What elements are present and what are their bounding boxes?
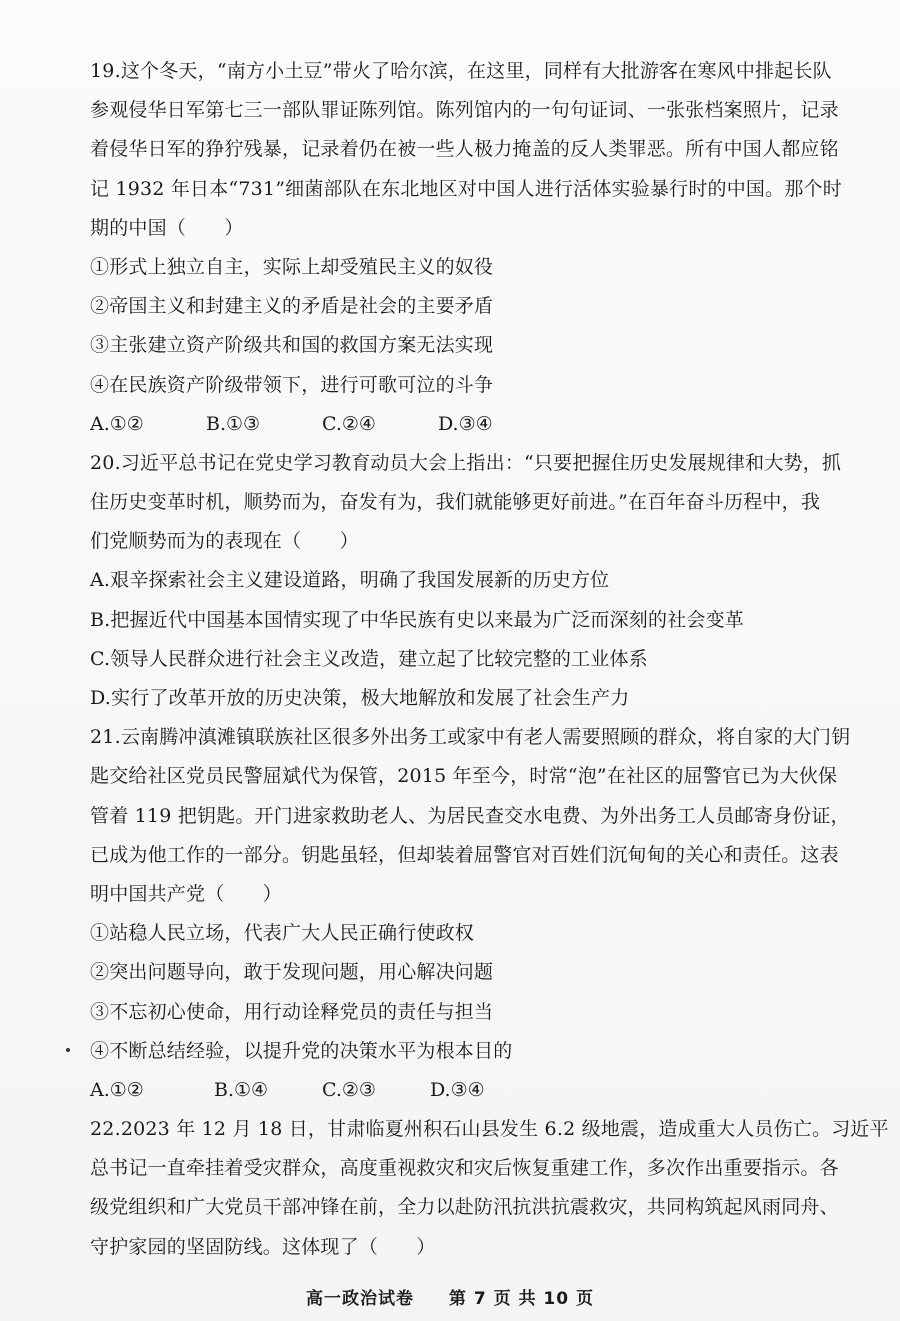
statement-item: ③主张建立资产阶级共和国的救国方案无法实现 [90,334,494,357]
answer-option-d: D.实行了改革开放的历史决策，极大地解放和发展了社会生产力 [90,687,630,709]
exam-title: 高一政治试卷 [306,1289,414,1309]
question-stem-line: 已成为他工作的一部分。钥匙虽轻，但却装着屈警官对百姓们沉甸甸的关心和责任。这表 [90,843,839,866]
answer-option-c: C.②③ [322,1078,376,1101]
question-20 [90,444,880,718]
page-number: 第 7 页 共 10 页 [448,1289,594,1309]
answer-option-c: C.②④ [322,412,376,435]
question-stem-line: 管着 119 把钥匙。开门进家救助老人、为居民查交水电费、为外出务工人员邮寄身份证， [90,804,850,827]
answer-option-a: A.①② [90,1078,144,1101]
question-stem-line: 期的中国（ ） [90,216,244,239]
answer-option-a: A.艰辛探索社会主义建设道路，明确了我国发展新的历史方位 [90,569,610,592]
question-stem-line: 19.这个冬天，“南方小土豆”带火了哈尔滨，在这里，同样有大批游客在寒风中排起长队 [90,60,832,82]
statement-item: ④在民族资产阶级带领下，进行可歌可泣的斗争 [90,373,494,396]
question-stem-line: 守护家园的坚固防线。这体现了（ ） [90,1235,436,1258]
question-21 [90,718,880,1110]
answer-option-d: D.③④ [430,1078,485,1101]
answer-option-c: C.领导人民群众进行社会主义改造，建立起了比较完整的工业体系 [90,647,648,670]
statement-item: ②帝国主义和封建主义的矛盾是社会的主要矛盾 [90,295,494,318]
page-content [90,52,889,1267]
question-stem-line: 匙交给社区党员民警屈斌代为保管，2015 年至今，时常“泡”在社区的屈警官已为大伙保 [90,765,838,788]
question-stem-line: 级党组织和广大党员干部冲锋在前，全力以赴防汛抗洪抗震救灾，共同构筑起风雨同舟、 [90,1196,839,1219]
question-19 [90,52,880,444]
question-22 [90,1110,889,1267]
question-stem-line: 参观侵华日军第七三一部队罪证陈列馆。陈列馆内的一句句证词、一张张档案照片，记录 [90,99,839,122]
question-stem-line: 着侵华日军的狰狞残暴，记录着仍在被一些人极力掩盖的反人类罪恶。所有中国人都应铭 [90,138,839,161]
statement-item: ④不断总结经验，以提升党的决策水平为根本目的 [90,1039,513,1062]
statement-item: ③不忘初心使命，用行动诠释党员的责任与担当 [90,1000,494,1023]
answer-option-b: B.①④ [214,1078,269,1101]
page-footer [0,1284,900,1309]
statement-item: ②突出问题导向，敢于发现问题，用心解决问题 [90,961,494,984]
statement-item: ①站稳人民立场，代表广大人民正确行使政权 [90,922,475,945]
question-stem-line: 住历史变革时机，顺势而为，奋发有为，我们就能够更好前进。”在百年奋斗历程中，我 [90,491,821,514]
question-stem-line: 总书记一直牵挂着受灾群众，高度重视救灾和灾后恢复重建工作，多次作出重要指示。各 [90,1157,839,1180]
answer-options [90,1071,880,1110]
question-stem-line: 们党顺势而为的表现在（ ） [90,530,359,553]
answer-option-a: A.①② [90,412,144,435]
question-stem-line: 21.云南腾冲滇滩镇联族社区很多外出务工或家中有老人需要照顾的群众，将自家的大门钥 [90,726,851,749]
question-stem-line: 20.习近平总书记在党史学习教育动员大会上指出：“只要把握住历史发展规律和大势，抓 [90,451,842,474]
statement-item: ①形式上独立自主，实际上却受殖民主义的奴役 [90,255,494,278]
question-stem-line: 22.2023 年 12 月 18 日，甘肃临夏州积石山县发生 6.2 级地震，造成重大人员伤亡。习近平 [90,1118,889,1141]
question-stem-line: 记 1932 年日本“731”细菌部队在东北地区对中国人进行活体实验暴行时的中国。那个时 [90,177,842,200]
answer-option-d: D.③④ [438,412,493,435]
ink-speck [66,1048,70,1052]
answer-options [90,405,880,444]
answer-option-b: B.把握近代中国基本国情实现了中华民族有史以来最为广泛而深刻的社会变革 [90,608,745,631]
question-stem-line: 明中国共产党（ ） [90,882,283,905]
answer-option-b: B.①③ [206,412,261,435]
